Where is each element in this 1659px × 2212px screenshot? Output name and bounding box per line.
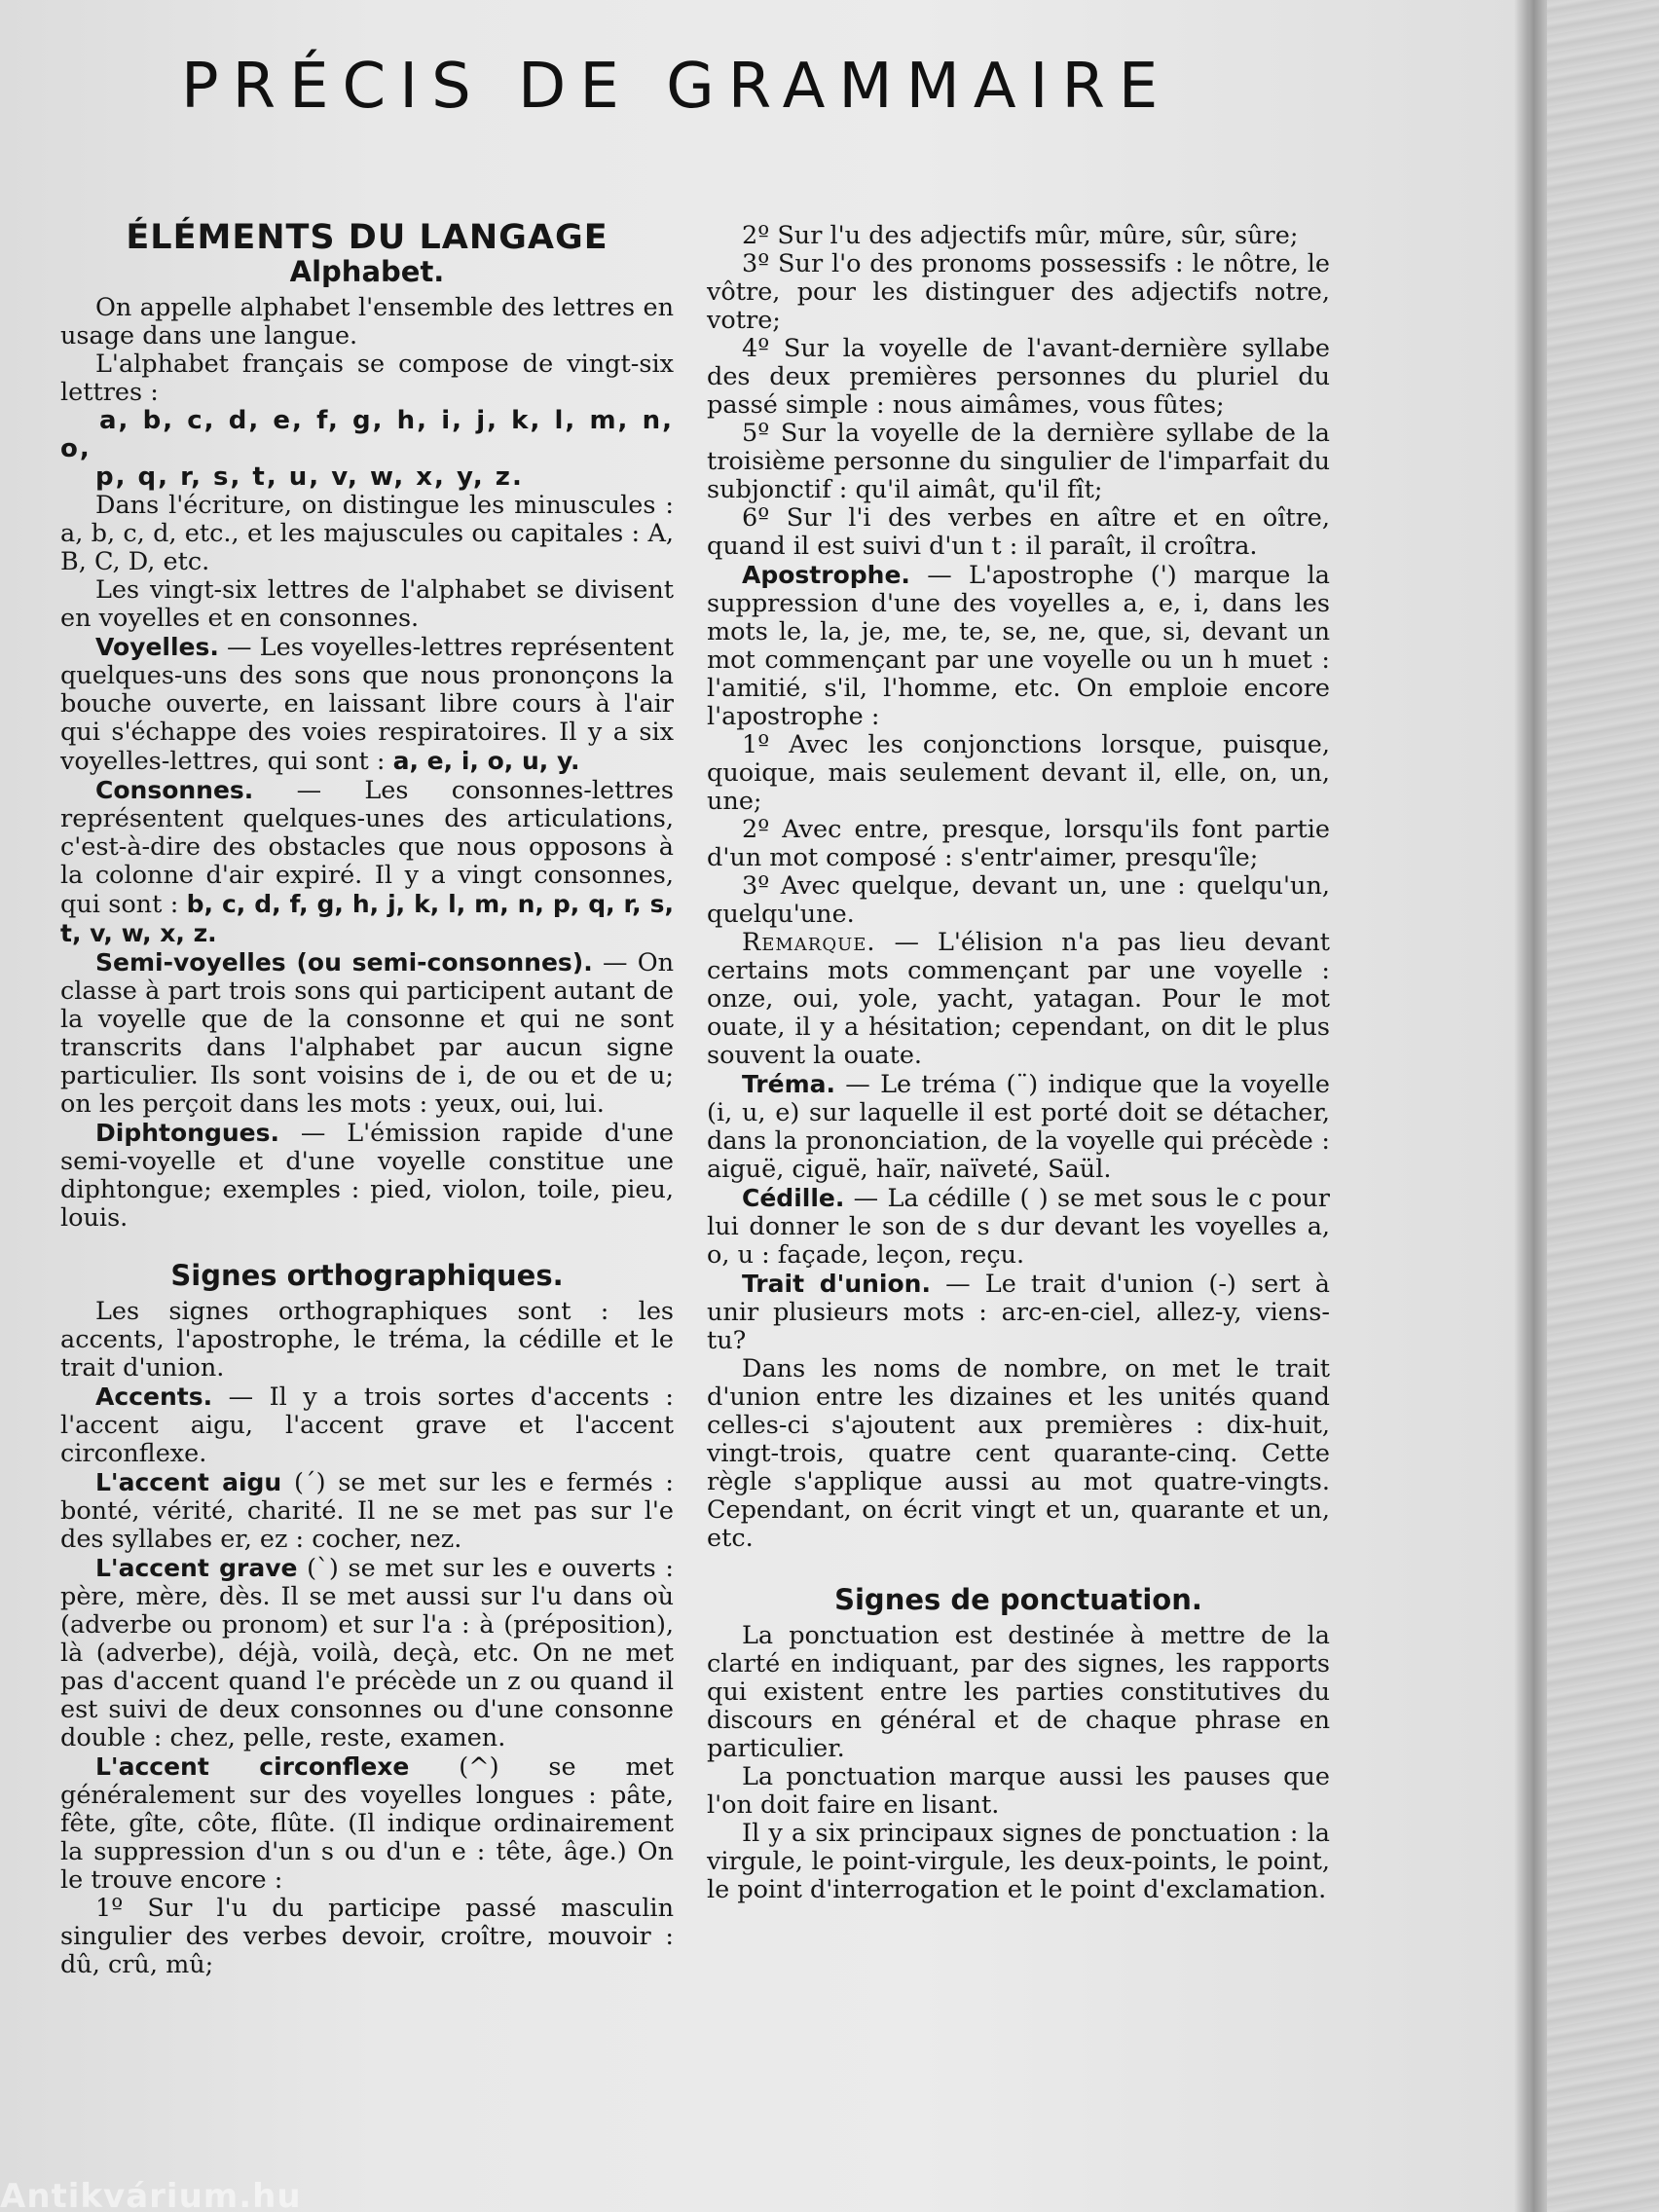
paragraph: On appelle alphabet l'ensemble des lettres en usage dans une langue.: [60, 293, 674, 350]
definition-semi-voyelles: [60, 948, 674, 1119]
term: L'accent circonflexe: [95, 1752, 410, 1781]
definition-accent-circonflexe: [60, 1752, 674, 1895]
paragraph: Dans l'écriture, on distingue les minuscules : a, b, c, d, etc., et les majuscules ou capitales : A, B, C, D, etc.: [60, 491, 674, 576]
definition-apostrophe: [707, 561, 1330, 731]
subheading-signes-orthographiques: Signes orthographiques.: [170, 1259, 564, 1292]
definition-text: — On classe à part trois sons qui participent autant de la voyelle que de la consonne et qui ne sont transcrits dans l'alphabet par aucun signe particulier. Ils sont voisins de i, de ou et de u; on les perçoit dans les mots : yeux, oui, lui.: [60, 948, 675, 1119]
list-item: 1º Avec les conjonctions lorsque, puisque, quoique, mais seulement devant il, elle, on, un, une;: [707, 730, 1330, 816]
list-item: 3º Avec quelque, devant un, une : quelqu'un, quelqu'une.: [707, 871, 1330, 929]
definition-accent-aigu: [60, 1468, 674, 1554]
remark: [707, 929, 1330, 1070]
definition-accents: [60, 1382, 674, 1468]
remark-label: Remarque.: [742, 928, 876, 957]
definition-text: — Le tréma (¨) indique que la voyelle (i, u, e) sur laquelle il est porté doit se détacher, dans la prononciation, de la voyelle qui précède : aiguë, ciguë, haïr, naïveté, Saül.: [707, 1070, 1331, 1184]
term: Consonnes.: [95, 776, 254, 804]
section-heading-elements: ÉLÉMENTS DU LANGAGE: [126, 218, 608, 257]
term: Voyelles.: [95, 633, 219, 661]
definition-voyelles: [60, 633, 674, 776]
term: L'accent grave: [95, 1554, 298, 1582]
list-item: 4º Sur la voyelle de l'avant-dernière syllabe des deux premières personnes du pluriel du passé simple : nous aimâmes, vous fûtes;: [707, 334, 1330, 420]
definition-trait-union: [707, 1270, 1330, 1355]
watermark: Antikvárium.hu: [0, 2177, 302, 2212]
definition-text: (^) se met généralement sur des voyelles longues : pâte, fête, gîte, côte, flûte. (Il indique ordinairement la suppression d'un s ou d'un e : tête, âge.) On le trouve encore :: [60, 1752, 675, 1895]
definition-text: (´) se met sur les e fermés : bonté, vérité, charité. Il ne se met pas sur l'e des syllabes er, ez : cocher, nez.: [60, 1468, 674, 1554]
page-edge: [1547, 0, 1659, 2212]
list-item: 2º Sur l'u des adjectifs mûr, mûre, sûr, sûre;: [742, 221, 1299, 250]
definition-text: — Les consonnes-lettres représentent quelques-unes des articulations, c'est-à-dire des obstacles que nous opposons à la colonne d'air expiré. Il y a vingt consonnes, qui sont :: [60, 776, 674, 919]
definition-diphtongues: [60, 1119, 674, 1233]
definition-text: — Il y a trois sortes d'accents : l'accent aigu, l'accent grave et l'accent circonflexe.: [60, 1382, 674, 1468]
definition-accent-grave: [60, 1554, 674, 1752]
paragraph: L'alphabet français se compose de vingt-six lettres :: [60, 350, 674, 407]
definition-cedille: [707, 1184, 1330, 1270]
paragraph: Les vingt-six lettres de l'alphabet se divisent en voyelles et en consonnes.: [60, 575, 674, 633]
term: Trait d'union.: [742, 1270, 931, 1298]
term: Diphtongues.: [95, 1119, 279, 1147]
remark-text: — L'élision n'a pas lieu devant certains mots commençant par une voyelle : onze, oui, yole, yacht, yatagan. Pour le mot ouate, il y a hésitation; cependant, on dit le plus souvent la ouate.: [707, 928, 1330, 1070]
term: L'accent aigu: [95, 1468, 282, 1496]
definition-text: — Le trait d'union (-) sert à unir plusieurs mots : arc-en-ciel, allez-y, viens-tu?: [707, 1270, 1330, 1355]
definition-text: — L'émission rapide d'une semi-voyelle et d'une voyelle constitue une diphtongue; exemples : pied, violon, toile, pieu, louis.: [60, 1119, 674, 1233]
term: Semi-voyelles (ou semi-consonnes).: [95, 948, 593, 977]
list-item: 3º Sur l'o des pronoms possessifs : le nôtre, le vôtre, pour les distinguer des adjectifs notre, votre;: [707, 249, 1330, 335]
definition-text: — La cédille ( ) se met sous le c pour lui donner le son de s dur devant les voyelles a, o, u : façade, leçon, reçu.: [707, 1184, 1330, 1270]
left-column: [60, 218, 675, 1979]
list-item: 1º Sur l'u du participe passé masculin singulier des verbes devoir, croître, mouvoir : dû, crû, mû;: [60, 1894, 674, 1979]
list-item: 5º Sur la voyelle de la dernière syllabe de la troisième personne du singulier de l'imparfait du subjonctif : qu'il aimât, qu'il fît;: [707, 419, 1330, 504]
paragraph: La ponctuation marque aussi les pauses que l'on doit faire en lisant.: [707, 1762, 1330, 1820]
term: Cédille.: [742, 1184, 845, 1212]
subheading-ponctuation: Signes de ponctuation.: [834, 1583, 1202, 1616]
right-column: [707, 222, 1330, 1904]
page-title: PRÉCIS DE GRAMMAIRE: [181, 51, 1172, 123]
paragraph: Il y a six principaux signes de ponctuation : la virgule, le point-virgule, les deux-points, le point, le point d'interrogation et le point d'exclamation.: [707, 1819, 1330, 1904]
term: Tréma.: [742, 1070, 836, 1098]
term: Apostrophe.: [742, 561, 910, 589]
letters-line: a, b, c, d, e, f, g, h, i, j, k, l, m, n, o,: [60, 406, 674, 463]
definition-trema: [707, 1070, 1330, 1184]
term-list: b, c, d, f, g, h, j, k, l, m, n, p, q, r, s, t, v, w, x, z.: [60, 890, 674, 947]
definition-text: (`) se met sur les e ouverts : père, mère, dès. Il se met aussi sur l'u dans où (adverbe ou pronom) et sur l'a : à (préposition), là (adverbe), déjà, voilà, deçà, etc. On ne met pas d'accent quand l'e précède un z ou quand il est suivi de deux consonnes ou d'une consonne double : chez, pelle, reste, examen.: [60, 1554, 674, 1752]
list-item: 6º Sur l'i des verbes en aître et en oître, quand il est suivi d'un t : il paraît, il croîtra.: [707, 503, 1330, 561]
paragraph: Dans les noms de nombre, on met le trait d'union entre les dizaines et les unités quand celles-ci s'ajoutent aux premières : dix-huit, vingt-trois, quatre cent quarante-cinq. Cette règle s'applique aussi au mot quatre-vingts. Cependant, on écrit vingt et un, quarante et un, etc.: [707, 1354, 1330, 1553]
list-item: 2º Avec entre, presque, lorsqu'ils font partie d'un mot composé : s'entr'aimer, presqu'île;: [707, 815, 1330, 872]
subheading-alphabet: Alphabet.: [289, 255, 445, 288]
binding-shadow: [1514, 0, 1547, 2212]
paragraph: La ponctuation est destinée à mettre de la clarté en indiquant, par des signes, les rapports qui existent entre les parties constitutives du discours en général et de chaque phrase en particulier.: [707, 1621, 1330, 1763]
paragraph: Les signes orthographiques sont : les accents, l'apostrophe, le tréma, la cédille et le trait d'union.: [60, 1297, 674, 1382]
term-list: a, e, i, o, u, y.: [392, 747, 580, 775]
letters-line: p, q, r, s, t, u, v, w, x, y, z.: [95, 462, 524, 492]
definition-consonnes: [60, 776, 674, 948]
definition-text: — L'apostrophe (') marque la suppression d'une des voyelles a, e, i, dans les mots le, la, je, me, te, se, ne, que, si, devant un mot commençant par une voyelle ou un h muet : l'amitié, s'il, l'homme, etc. On emploie encore l'apostrophe :: [707, 561, 1330, 731]
definition-text: — Les voyelles-lettres représentent quelques-uns des sons que nous prononçons la bouche ouverte, en laissant libre cours à l'air qui s'échappe des voies respiratoires. Il y a six voyelles-lettres, qui sont :: [60, 633, 675, 776]
term: Accents.: [95, 1382, 213, 1411]
